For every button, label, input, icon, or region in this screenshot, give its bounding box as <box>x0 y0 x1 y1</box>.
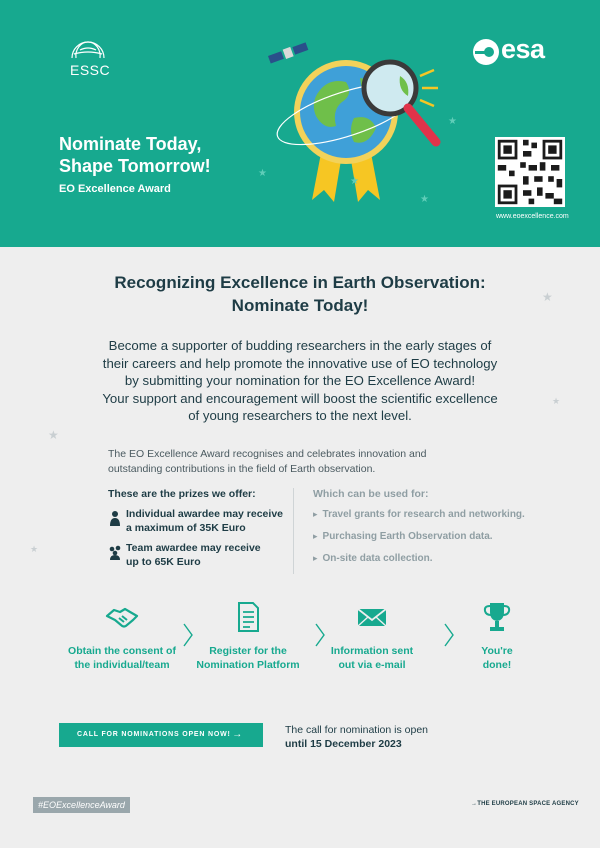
main-title-line: Nominate Today! <box>231 296 369 315</box>
headline-line: Nominate Today, <box>59 134 202 154</box>
cta-label: CALL FOR NOMINATIONS OPEN NOW! <box>77 731 231 738</box>
use-item: ▸ On-site data collection. <box>313 553 433 564</box>
main-title-line: Recognizing Excellence in Earth Observation: <box>114 273 486 292</box>
headline-line: Shape Tomorrow! <box>59 156 211 176</box>
award-description <box>108 447 438 477</box>
step-label-line: Nomination Platform <box>196 659 300 671</box>
person-icon <box>108 510 122 526</box>
star-icon: ★ <box>552 396 561 406</box>
award-description-line: The EO Excellence Award recognises and celebrates innovation and <box>108 448 427 460</box>
step-label-line: Register for the <box>209 645 287 657</box>
step-label-line: done! <box>482 659 512 671</box>
prizes-heading: These are the prizes we offer: <box>108 488 256 500</box>
intro-paragraph <box>100 337 500 425</box>
prize-text-line: Individual awardee may receive <box>126 508 283 520</box>
intro-line: by submitting your nomination for the EO Excellence Award! <box>124 373 476 388</box>
star-icon: ★ <box>48 428 59 442</box>
step-label-line: You're <box>481 645 513 657</box>
team-icon <box>108 544 122 560</box>
star-icon: ★ <box>448 116 457 127</box>
deadline-line: The call for nomination is open <box>285 724 428 736</box>
deadline-text <box>285 723 428 751</box>
column-divider <box>293 488 294 574</box>
step-label-line: Information sent <box>330 645 414 657</box>
esa-logo-text: esa <box>501 34 545 64</box>
website-url[interactable]: www.eoexcellence.com <box>496 213 569 220</box>
headline <box>59 133 279 177</box>
esa-agency-text: →THE EUROPEAN SPACE AGENCY <box>471 801 579 807</box>
intro-line: their careers and help promote the innovative use of EO technology <box>102 355 498 371</box>
prize-text-line: Team awardee may receive <box>126 542 261 554</box>
award-description-line: outstanding contributions in the field of Earth observation. <box>108 463 376 475</box>
prize-text-line: up to 65K Euro <box>126 556 201 568</box>
call-for-nominations-button[interactable] <box>59 723 263 747</box>
qr-code[interactable] <box>495 137 565 207</box>
star-icon: ★ <box>258 168 267 179</box>
step-register <box>188 600 308 672</box>
essc-logo-text: ESSC <box>70 62 111 78</box>
intro-line: Become a supporter of budding researchers in the early stages of <box>108 338 492 353</box>
envelope-icon <box>355 600 389 634</box>
deadline-date: until 15 December 2023 <box>285 738 402 750</box>
intro-line: of young researchers to the next level. <box>188 408 412 423</box>
arrow-right-icon: → <box>232 729 243 740</box>
hashtag-badge: #EOExcellenceAward <box>33 797 130 813</box>
main-title <box>0 271 600 317</box>
step-label-line: out via e-mail <box>338 659 406 671</box>
globe-award-illustration <box>250 30 480 210</box>
award-label: EO Excellence Award <box>59 183 171 195</box>
uses-heading: Which can be used for: <box>313 488 429 500</box>
star-icon: ★ <box>30 544 39 554</box>
intro-line: Your support and encouragement will boost the scientific excellence <box>102 390 498 406</box>
step-consent <box>62 600 182 672</box>
star-icon: ★ <box>350 176 359 187</box>
header-banner <box>0 0 600 247</box>
handshake-icon <box>105 600 139 634</box>
step-done <box>437 600 557 672</box>
step-label-line: Obtain the consent of <box>68 645 176 657</box>
prize-text-line: a maximum of 35K Euro <box>126 522 246 534</box>
star-icon: ★ <box>420 194 429 205</box>
step-label-line: the individual/team <box>74 659 170 671</box>
document-icon <box>231 600 265 634</box>
star-icon: ★ <box>542 290 553 304</box>
use-item: ▸ Travel grants for research and networking. <box>313 509 525 520</box>
trophy-icon <box>480 600 514 634</box>
use-item: ▸ Purchasing Earth Observation data. <box>313 531 493 542</box>
step-email <box>312 600 432 672</box>
